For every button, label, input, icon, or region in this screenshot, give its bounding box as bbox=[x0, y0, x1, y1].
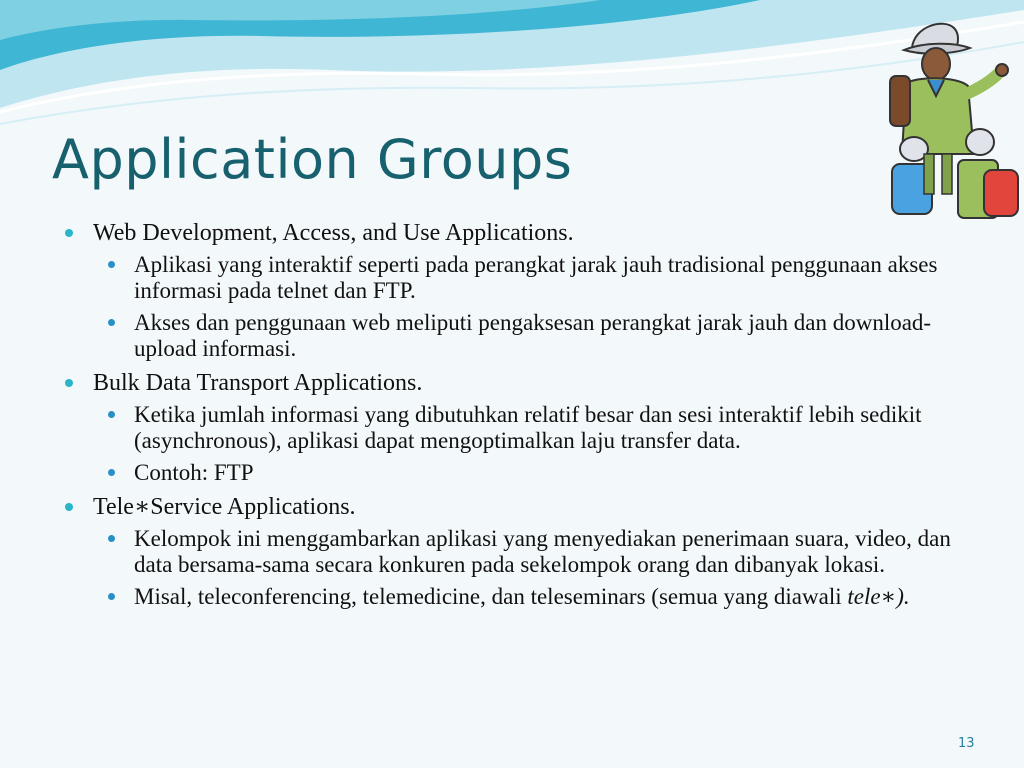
bullet-text: Aplikasi yang interaktif seperti pada perangkat jarak jauh tradisional penggunaan akses informasi pada telnet dan FTP. bbox=[134, 252, 938, 303]
bullet-level2 bbox=[60, 310, 970, 362]
bullet-level2 bbox=[60, 584, 970, 610]
bullet-dot-icon bbox=[65, 379, 73, 387]
header-wave-decoration bbox=[0, 0, 1024, 130]
bullet-text: Kelompok ini menggambarkan aplikasi yang menyediakan penerimaan suara, video, dan data bersama-sama secara konkuren pada sekelompok orang dan dibanyak lokasi. bbox=[134, 526, 951, 577]
page-number: 13 bbox=[958, 736, 975, 751]
bullet-level1 bbox=[60, 492, 970, 522]
bullet-dot-icon bbox=[65, 229, 73, 237]
bullet-text: Contoh: FTP bbox=[134, 460, 254, 485]
bullet-list bbox=[60, 218, 970, 616]
bullet-level1 bbox=[60, 218, 970, 248]
bullet-dot-icon bbox=[108, 535, 115, 542]
bullet-text-italic: tele∗). bbox=[847, 584, 910, 609]
bullet-dot-icon bbox=[108, 319, 115, 326]
bullet-dot-icon bbox=[108, 411, 115, 418]
bullet-text: Bulk Data Transport Applications. bbox=[93, 370, 423, 396]
bullet-text: Tele∗Service Applications. bbox=[93, 494, 356, 520]
bullet-dot-icon bbox=[108, 593, 115, 600]
bullet-text: Akses dan penggunaan web meliputi pengaksesan perangkat jarak jauh dan download-upload informasi. bbox=[134, 310, 932, 361]
slide-title: Application Groups bbox=[52, 128, 573, 191]
bullet-level2 bbox=[60, 402, 970, 454]
bullet-level2 bbox=[60, 526, 970, 578]
bullet-dot-icon bbox=[65, 503, 73, 511]
bullet-text: Ketika jumlah informasi yang dibutuhkan relatif besar dan sesi interaktif lebih sedikit (asynchronous), aplikasi dapat mengoptimalkan laju transfer data. bbox=[134, 402, 922, 453]
bullet-level1 bbox=[60, 368, 970, 398]
bullet-dot-icon bbox=[108, 261, 115, 268]
bullet-dot-icon bbox=[108, 469, 115, 476]
bullet-level2 bbox=[60, 252, 970, 304]
tour-guide-with-children-icon bbox=[884, 14, 1024, 224]
bullet-level2 bbox=[60, 460, 970, 486]
bullet-text: Web Development, Access, and Use Applications. bbox=[93, 220, 574, 246]
bullet-text-prefix: Misal, teleconferencing, telemedicine, dan teleseminars (semua yang diawali bbox=[134, 584, 848, 609]
